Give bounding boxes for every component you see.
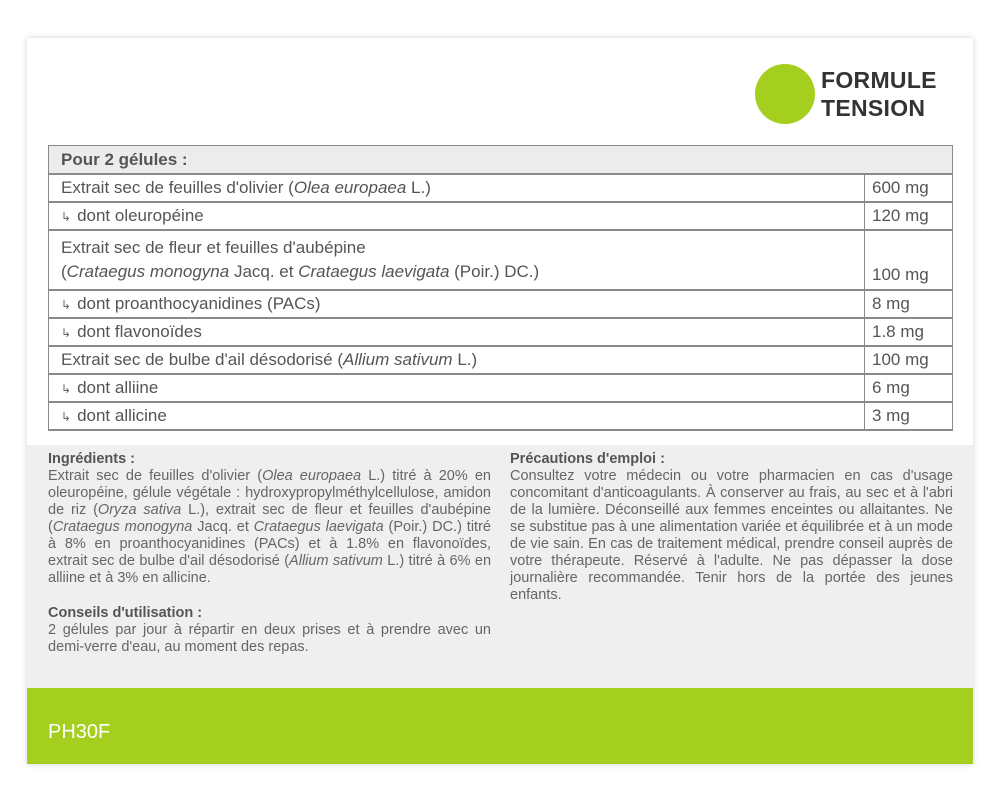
table-row	[49, 290, 953, 318]
badge-line-1: FORMULE	[821, 67, 937, 93]
right-column	[510, 451, 953, 604]
row-label: Extrait sec de fleur et feuilles d'aubépine (Crataegus monogyna Jacq. et Crataegus laevigata (Poir.) DC.)	[49, 230, 865, 290]
sub-arrow-icon: ↳	[61, 326, 72, 340]
table-header: Pour 2 gélules :	[49, 146, 953, 175]
badge-title	[821, 66, 937, 122]
table-row	[49, 230, 953, 290]
composition-table	[48, 145, 953, 431]
sub-arrow-icon: ↳	[61, 298, 72, 312]
row-label: ↳ dont allicine	[49, 402, 865, 430]
left-column	[48, 451, 491, 656]
row-value: 100 mg	[865, 346, 953, 374]
sub-arrow-icon: ↳	[61, 410, 72, 424]
ingredients-title: Ingrédients :	[48, 451, 136, 467]
sub-arrow-icon: ↳	[61, 210, 72, 224]
row-value: 100 mg	[865, 230, 953, 290]
row-label: ↳ dont oleuropéine	[49, 202, 865, 230]
row-value: 1.8 mg	[865, 318, 953, 346]
row-value: 3 mg	[865, 402, 953, 430]
row-label: ↳ dont flavonoïdes	[49, 318, 865, 346]
table-row	[49, 374, 953, 402]
table-row	[49, 202, 953, 230]
row-label: ↳ dont alliine	[49, 374, 865, 402]
row-label: Extrait sec de bulbe d'ail désodorisé (Allium sativum L.)	[49, 346, 865, 374]
precautions-title: Précautions d'emploi :	[510, 451, 665, 467]
top-section	[27, 38, 973, 445]
ingredients-text: Extrait sec de feuilles d'olivier (Olea europaea L.) titré à 20% en oleuropéine, gélule végétale : hydroxypropylméthylcellulose, amidon de riz (Oryza sativa L.), extrait sec de fleur et feuilles d'aubépine (Crataegus monogyna Jacq. et Crataegus laevigata (Poir.) DC.) titré à 8% en proanthocyanidines (PACs) et à 1.8% en flavonoïdes, extrait sec de bulbe d'ail désodorisé (Allium sativum L.) titré à 6% en alliine et à 3% en allicine.	[48, 468, 492, 586]
info-section	[27, 445, 973, 688]
badge-line-2: TENSION	[821, 95, 926, 121]
table-row	[49, 174, 953, 202]
footer-band	[27, 688, 973, 764]
usage-text: 2 gélules par jour à répartir en deux prises et à prendre avec un demi-verre d'eau, au moment des repas.	[48, 622, 491, 655]
row-value: 6 mg	[865, 374, 953, 402]
table-row	[49, 402, 953, 430]
row-label: Extrait sec de feuilles d'olivier (Olea europaea L.)	[49, 174, 865, 202]
row-value: 8 mg	[865, 290, 953, 318]
table-row	[49, 346, 953, 374]
row-value: 120 mg	[865, 202, 953, 230]
label-card	[27, 38, 973, 764]
formula-badge	[755, 63, 937, 125]
badge-circle-icon	[755, 64, 815, 124]
usage-title: Conseils d'utilisation :	[48, 605, 203, 621]
product-code: PH30F	[48, 721, 111, 743]
table-row	[49, 318, 953, 346]
row-value: 600 mg	[865, 174, 953, 202]
table-header-row	[49, 146, 953, 175]
row-label: ↳ dont proanthocyanidines (PACs)	[49, 290, 865, 318]
sub-arrow-icon: ↳	[61, 382, 72, 396]
precautions-text: Consultez votre médecin ou votre pharmacien en cas d'usage concomitant d'anticoagulants. À conserver au frais, au sec et à l'abri de la lumière. Déconseillé aux femmes enceintes ou allaitantes. Ne se substitue pas à une alimentation variée et équilibrée et à un mode de vie sain. En cas de traitement médical, prendre conseil auprès de votre thérapeute. Réservé à l'adulte. Ne pas dépasser la dose journalière recommandée. Tenir hors de la portée des jeunes enfants.	[510, 468, 953, 603]
